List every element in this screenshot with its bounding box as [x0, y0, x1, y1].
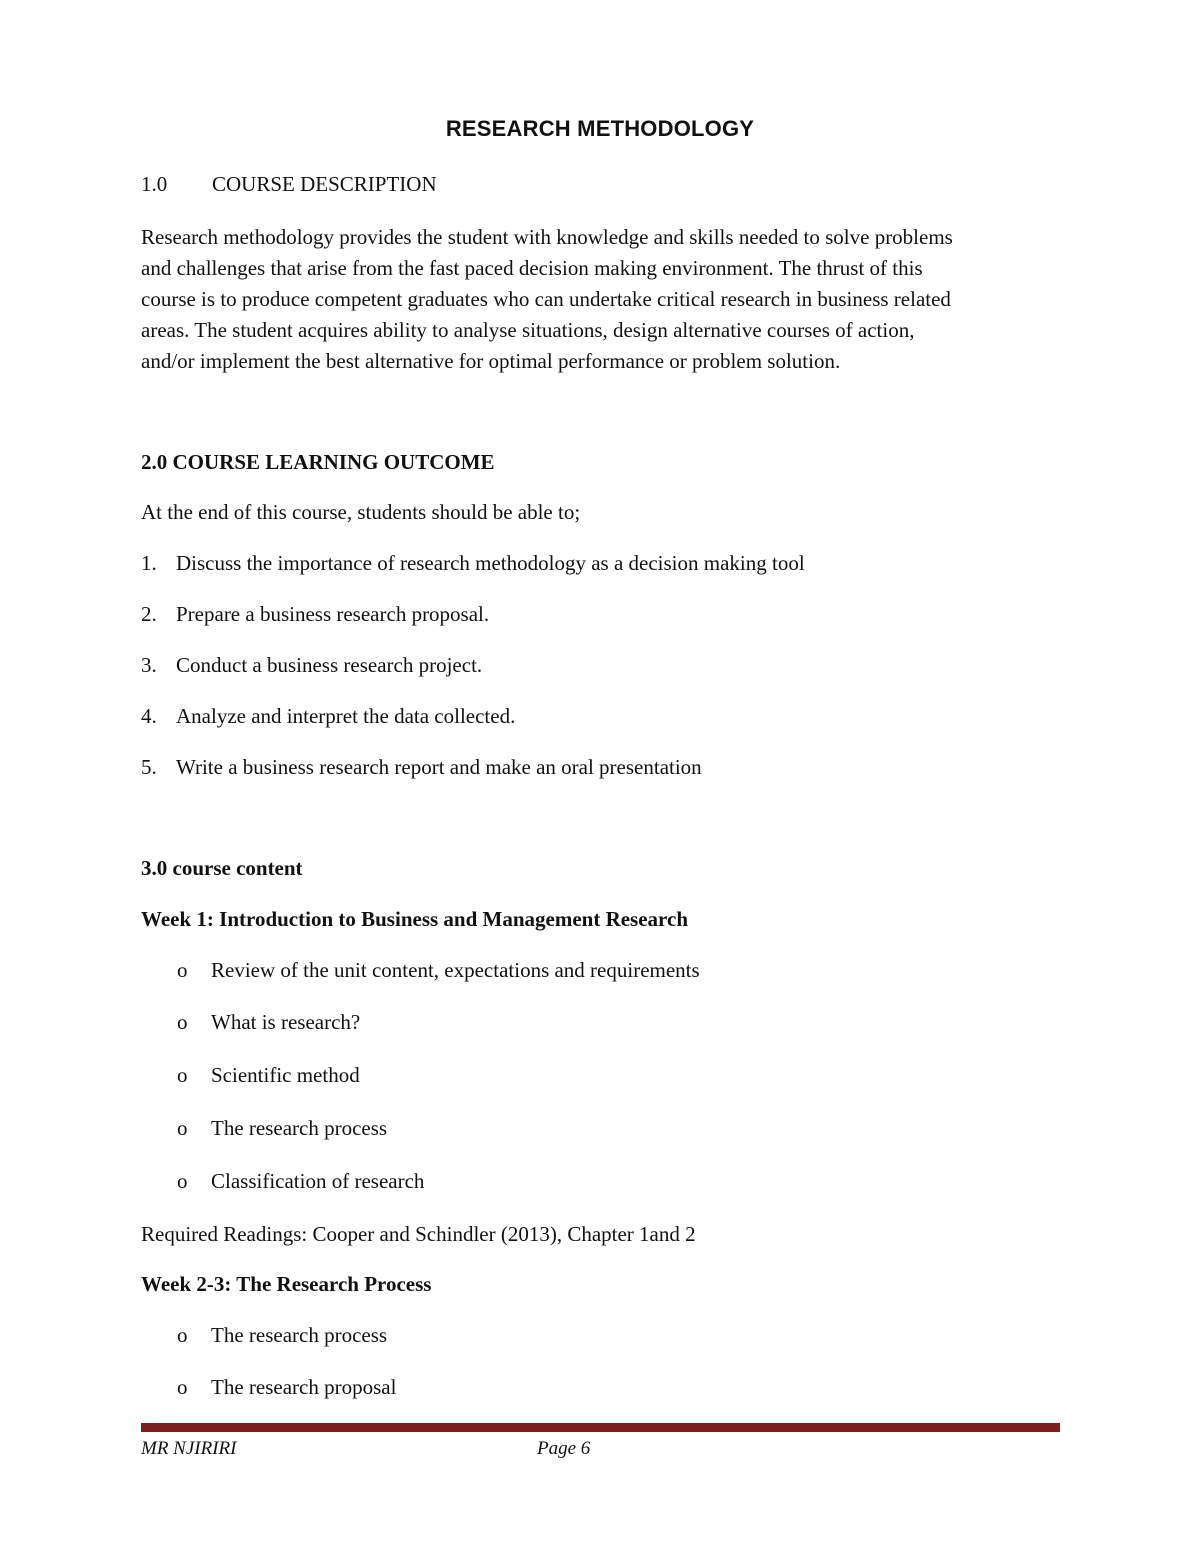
bullet-text: The research proposal [211, 1375, 397, 1399]
bullet-glyph: o [177, 1116, 188, 1140]
bullet-text: The research process [211, 1116, 388, 1140]
week-2-title: Week 2-3: The Research Process [141, 1272, 432, 1296]
outcome-item [141, 551, 805, 576]
outcome-text: Discuss the importance of research methodology as a decision making tool [176, 551, 805, 575]
bullet-text: What is research? [211, 1010, 361, 1034]
section-3-heading: 3.0 course content [141, 856, 303, 880]
bullet-glyph: o [177, 1169, 188, 1193]
footer-page-number: Page 6 [537, 1438, 591, 1459]
outcome-number: 1. [141, 551, 157, 575]
week-1-bullet-item [177, 958, 700, 983]
section-2-heading: 2.0 COURSE LEARNING OUTCOME [141, 450, 495, 474]
paragraph-line: and challenges that arise from the fast paced decision making environment. The thrust of this [141, 256, 923, 280]
week-2-bullet-item [177, 1375, 396, 1400]
outcome-item [141, 704, 515, 729]
week-1-bullet-item [177, 1063, 360, 1088]
paragraph-line: areas. The student acquires ability to analyse situations, design alternative courses of action, [141, 318, 915, 342]
bullet-text: Scientific method [211, 1063, 360, 1087]
bullet-glyph: o [177, 1010, 188, 1034]
bullet-glyph: o [177, 1375, 188, 1399]
outcomes-intro: At the end of this course, students should be able to; [141, 500, 581, 524]
course-description-paragraph [141, 222, 1061, 377]
footer-author: MR NJIRIRI [141, 1438, 237, 1459]
outcome-item [141, 602, 489, 627]
outcome-text: Write a business research report and make an oral presentation [176, 755, 702, 779]
paragraph-line: and/or implement the best alternative for optimal performance or problem solution. [141, 349, 841, 373]
outcome-text: Conduct a business research project. [176, 653, 483, 677]
document-title: RESEARCH METHODOLOGY [445, 116, 755, 141]
outcome-number: 2. [141, 602, 157, 626]
week-1-title: Week 1: Introduction to Business and Management Research [141, 907, 688, 931]
week-1-bullet-item [177, 1116, 387, 1141]
bullet-glyph: o [177, 1323, 188, 1347]
week-2-bullet-item [177, 1323, 387, 1348]
week-1-bullet-item [177, 1010, 360, 1035]
outcome-text: Prepare a business research proposal. [176, 602, 490, 626]
outcome-number: 5. [141, 755, 157, 779]
outcome-number: 3. [141, 653, 157, 677]
outcome-text: Analyze and interpret the data collected. [176, 704, 516, 728]
week-1-bullet-item [177, 1169, 424, 1194]
required-readings: Required Readings: Cooper and Schindler (2013), Chapter 1and 2 [141, 1222, 696, 1246]
bullet-text: Review of the unit content, expectations and requirements [211, 958, 700, 982]
bullet-glyph: o [177, 958, 188, 982]
footer-rule [141, 1423, 1060, 1432]
paragraph-line: course is to produce competent graduates who can undertake critical research in business related [141, 287, 951, 311]
section-1-title: COURSE DESCRIPTION [212, 172, 437, 196]
bullet-glyph: o [177, 1063, 188, 1087]
section-1-number: 1.0 [141, 172, 168, 196]
outcome-number: 4. [141, 704, 157, 728]
bullet-text: The research process [211, 1323, 388, 1347]
outcome-item [141, 755, 702, 780]
paragraph-line: Research methodology provides the student with knowledge and skills needed to solve problems [141, 225, 953, 249]
bullet-text: Classification of research [211, 1169, 425, 1193]
outcome-item [141, 653, 482, 678]
